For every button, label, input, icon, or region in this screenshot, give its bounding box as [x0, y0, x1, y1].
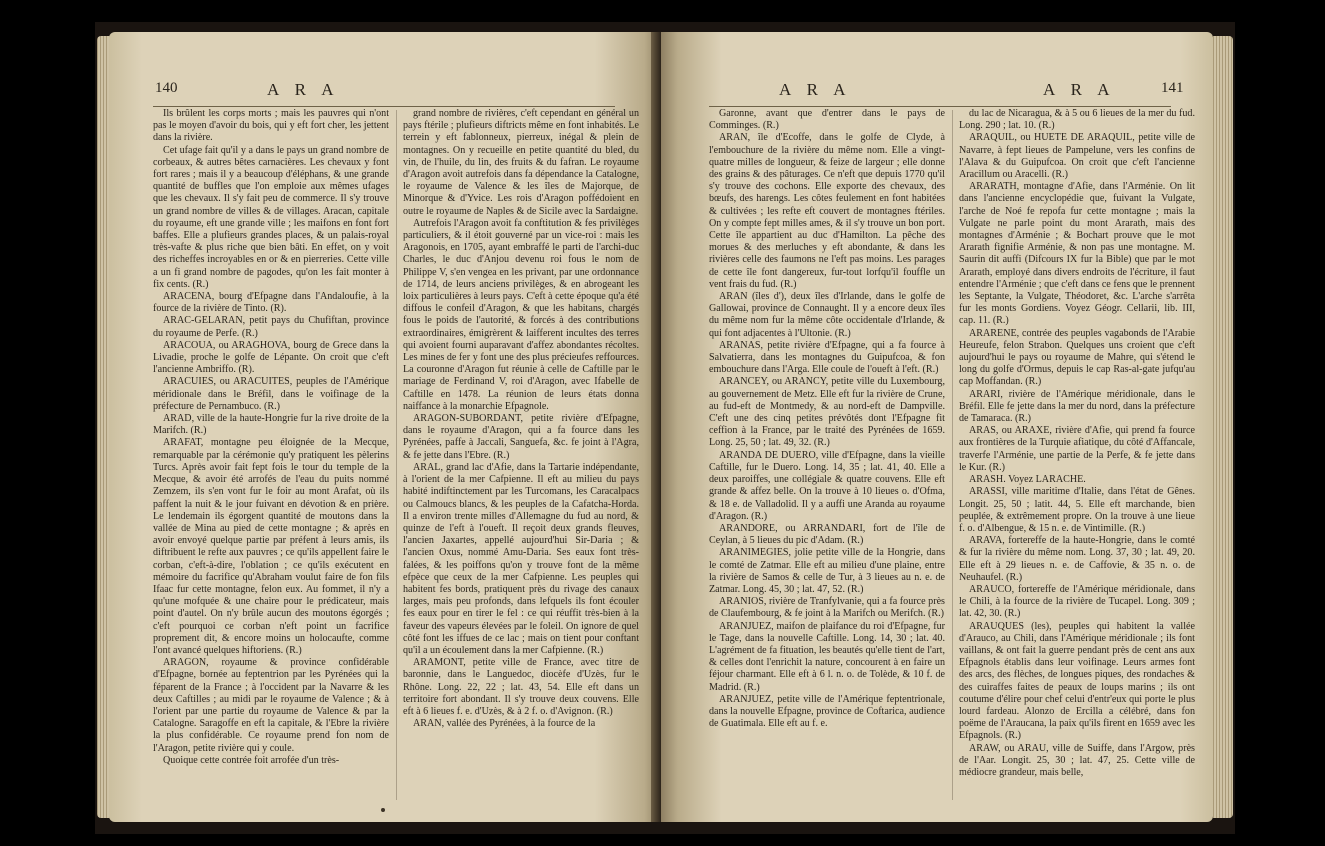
- dictionary-entry: ARANDORE, ou ARRANDARI, fort de l'île de Ceylan, à 5 lieues du pic d'Adam. (R.): [709, 522, 945, 547]
- dictionary-entry: ARANCEY, ou ARANCY, petite ville du Luxembourg, au gouvernement de Metz. Elle eft fur la rivière de Crune, au fud-eft de Montmedy, & au nord-eft de Dampville. C'eft une des cinq petites prévôtés dont l'Efpagne fit ceffion à la France, par le traité des Pyrénées de 1659. Long. 25, 50 ; lat. 49, 32. (R.): [709, 376, 945, 449]
- dictionary-entry: du lac de Nicaragua, & à 5 ou 6 lieues de la mer du fud. Long. 290 ; lat. 10. (R.): [959, 108, 1195, 132]
- dictionary-entry: ARASH. Voyez LARACHE.: [969, 474, 1086, 486]
- dictionary-entry: ARANJUEZ, petite ville de l'Amérique feptentrionale, dans la nouvelle Efpagne, province de Coftarica, audience de Guatimala. Elle eft au f. e.: [709, 693, 945, 730]
- dictionary-entry: Ils brûlent les corps morts ; mais les pauvres qui n'ont pas le moyen d'avoir du bois, qui y eft fort cher, les jettent dans la rivière.: [153, 108, 389, 144]
- dictionary-entry: ARAC-GELARAN, petit pays du Chufiftan, province du royaume de Perfe. (R.): [153, 315, 389, 339]
- column-1: [153, 108, 389, 767]
- dictionary-entry: Autrefois l'Aragon avoit fa conftitution & fes privilèges particuliers, & il étoit gouverné par un vice-roi : mais les Aragonois, en 1705, ayant embraffé le parti de l'archi-duc Charles, le duc d'Anjou devenu roi fous le nom de Philippe V, s'en vengea en les privant, par une ordonnance de 1714, de leurs anciens privilèges, & en abrogeant les loix particulières à leurs pays. C'eft à cette époque qu'a été diffous le confeil d'Aragon, & que les habitans, chargés fous le poids de l'autorité, & forcés à des contributions extraordinaires, émigrèrent & laifferent incultes des terres qui avoient fourni auparavant d'affez abondantes récoltes. Les mines de fer y font une des plus précieufes reffources. La couronne d'Aragon fut réunie à celle de Caftille par le mariage de Ferdinand V, roi d'Aragon, avec Ifabelle de Caftille en 1478. La réunion de leurs états donna naiffance à la monarchie Efpagnole.: [403, 217, 639, 412]
- running-header-2: A R A: [1043, 80, 1116, 99]
- dictionary-entry: Garonne, avant que d'entrer dans le pays de Comminges. (R.): [709, 108, 945, 132]
- header-rule: [709, 106, 1171, 107]
- dictionary-entry: ARANIOS, rivière de Tranfylvanie, qui a fa fource près de Claufembourg, & fe joint à la Marifch ou Merifch. (R.): [709, 596, 945, 620]
- dictionary-entry: ARACUIES, ou ARACUITES, peuples de l'Amérique méridionale dans le Bréfil, dans le voifinage de la préfecture de Pernambuco. (R.): [153, 376, 389, 412]
- dictionary-entry: ARAN (îles d'), deux îles d'Irlande, dans le golfe de Gallowai, province de Connaught. Il y a encore deux îles du même nom fur la même côte occidentale d'Irlande, & qui font adjacentes à l'Ultonie. (R.): [709, 291, 945, 339]
- page-number: 141: [1161, 80, 1184, 96]
- dictionary-entry: ARAN, vallée des Pyrénées, à la fource de la: [413, 718, 596, 730]
- running-header: A R A: [779, 80, 852, 99]
- column-2: [403, 108, 639, 767]
- ink-mark: [381, 808, 385, 812]
- dictionary-entry: ARAL, grand lac d'Afie, dans la Tartarie indépendante, à l'orient de la mer Cafpienne. Il eft au milieu du pays habité indiftinctement par les Turcomans, les Caracalpacs ou Calmoucs blancs, & les peuples de la Cafatcha-Horda. Il a environ trente milles d'Allemagne du fud au nord, & quinze de l'eft à l'oueft. Il reçoit deux grands fleuves, l'ancien Jaxartes, appellé aujourd'hui Sir-Daria ; & l'ancien Oxus, nommé Amu-Daria. Ses eaux font très-falées, & les poiffons qu'on y trouve font de la même efpèce que ceux de la mer Cafpienne. Les peuples qui habitent fes bords, pratiquent près du rivage des canaux larges, mais peu profonds, dans lefquels ils font écouler fes eaux pour en tirer le fel : ce qui réuffit très-bien à la faveur des vapeurs élevées par le foleil. On ignore de quel côté font les iffues de ce lac ; mais on tient pour conftant qu'il a un écoulement dans la mer Cafpienne. (R.): [403, 461, 639, 656]
- dictionary-entry: ARANJUEZ, maifon de plaifance du roi d'Efpagne, fur le Tage, dans la nouvelle Caftille. Long. 14, 30 ; lat. 40. L'agrément de fa fituation, les beautés qu'elle tient de l'art, & celles dont l'enrichit la nature, concourent à en faire un féjour charmant. Elle eft à 6 l. n. o. de Tolède, & 10 f. de Madrid. (R.): [709, 620, 945, 693]
- page-edges-right: [1213, 36, 1233, 818]
- dictionary-entry: Cet ufage fait qu'il y a dans le pays un grand nombre de corbeaux, & autres bêtes carnacières. Les chevaux y font fort rares ; mais il y a beaucoup d'éléphans, & une grande quantité de buffles que l'on emploie aux mêmes ufages que les chevaux. Il s'y fait peu de commerce. Il s'y trouve un grand nombre de villes & de villages. Aracan, capitale du royaume, eft une grande ville ; les maifons en font fort baffes. Elle a plufieurs grandes places, & un palais-royal très-vafte & plus riche que bien bâti. En effet, on y voit des richeffes incroyables en or & en pierreries. Cette ville a un fi grand nombre de pagodes, qu'on les fait monter à fix cents. (R.): [153, 144, 389, 290]
- page-number: 140: [155, 80, 178, 96]
- dictionary-entry: ARAGON-SUBORDANT, petite rivière d'Efpagne, dans le royaume d'Aragon, qui a fa fource dans les Pyrénées, paffe à Jaccali, Sanguefa, &c. fe joint à l'Agra, & fe jette dans l'Ebre. (R.): [403, 413, 639, 461]
- open-book: [95, 22, 1235, 834]
- dictionary-entry: ARAW, ou ARAU, ville de Suiffe, dans l'Argow, près de l'Aar. Longit. 25, 30 ; lat. 47, 25. Cette ville de médiocre grandeur, mais belle,: [959, 742, 1195, 778]
- dictionary-entry: ARANDA DE DUERO, ville d'Efpagne, dans la vieille Caftille, fur le Duero. Long. 14, 35 ; lat. 41, 40. Elle a deux paroiffes, une collégiale & quatre couvens. Elle eft grande & affez belle. On la trouve à 10 lieues o. d'Ofma, & 18 e. de Valladolid. Il y a auffi une Aranda au royaume d'Aragon. (R.): [709, 449, 945, 522]
- dictionary-entry: ARARATH, montagne d'Afie, dans l'Arménie. On lit dans l'ancienne encyclopédie que, fuivant la Vulgate, l'arche de Noé fe repofa fur cette montagne ; mais la Vulgate ne parle point du mont Ararath, mais des montagnes d'Arménie ; & Bochart prouve que le mot Ararath fignifie Arménie, & non pas une montagne. M. Saurin dit auffi (Difcours IX fur la Bible) que par le mot Ararath, employé dans divers endroits de l'écriture, il faut entendre l'Arménie ; que c'eft dans ce fens que le prennent les Septante, la Vulgate, Théodoret, &c. L'arche s'arrêta fur les monts Gordiens. Voyez Géogr. Cellarii, lib. III, cap. 11. (R.): [959, 181, 1195, 327]
- dictionary-entry: Quoique cette contrée foit arrofée d'un très-: [163, 754, 340, 766]
- dictionary-entry: ARAMONT, petite ville de France, avec titre de baronnie, dans le Languedoc, diocèfe d'Uzès, fur le Rhône. Long. 22, 22 ; lat. 43, 54. Elle eft dans un territoire fort abondant. Il s'y trouve deux couvens. Elle eft à 6 lieues f. e. d'Uzès, & à 2 f. o. d'Avignon. (R.): [403, 657, 639, 717]
- dictionary-entry: ARASSI, ville maritime d'Italie, dans l'état de Gênes. Longit. 25, 50 ; latit. 44, 5. Elle eft marchande, bien peuplée, & extrêmement propre. On la trouve à une lieue f. o. d'Albengue, & 15 n. e. de Vintimille. (R.): [959, 486, 1195, 534]
- left-page: [109, 32, 661, 822]
- dictionary-entry: ARARI, rivière de l'Amérique méridionale, dans le Bréfil. Elle fe jette dans la mer du nord, dans la préfecture de Tamaraca. (R.): [959, 388, 1195, 425]
- dictionary-entry: grand nombre de rivières, c'eft cependant en général un pays ftérile ; plufieurs diftricts même en font inhabités. Le terrein y eft fablonneux, pierreux, inégal & plein de montagnes. On y recueille en petite quantité du bled, du vin, de l'huile, du lin, des fruits & du fafran. Le royaume d'Aragon avoit autrefois dans fa dépendance la Catalogne, le royaume de Valence & les îles de Majorque, de Minorque & d'Yvice. Les rois d'Aragon poffédoient en outre le royaume de Naples & de Sicile avec la Sardaigne.: [403, 108, 639, 217]
- dictionary-entry: ARACENA, bourg d'Efpagne dans l'Andaloufie, à la fource de la rivière de Tinto. (R).: [153, 291, 389, 315]
- columns: [153, 108, 639, 767]
- dictionary-entry: ARAGON, royaume & province confidérable d'Efpagne, bornée au feptentrion par les Pyrénées qui la féparent de la France ; à l'occident par la Navarre & les deux Caftilles ; au midi par le royaume de Valence ; & à l'orient par une partie du royaume de Valence & par la Catalogne. Saragoffe en eft la capitale, & l'Ebre la rivière la plus confidérable. Ce royaume prend fon nom de l'Aragon, petite rivière qui y coule.: [153, 657, 389, 754]
- dictionary-entry: ARACOUA, ou ARAGHOVA, bourg de Grece dans la Livadie, proche le golfe de Lépante. On croit que c'eft l'ancienne Ambriffo. (R).: [153, 339, 389, 376]
- dictionary-entry: ARAN, île d'Ecoffe, dans le golfe de Clyde, à l'embouchure de la rivière du même nom. Elle a vingt-quatre milles de longueur, & feize de largeur ; elle donne des grains & des pâturages. Ce n'eft que depuis 1770 qu'il s'y trouve des cochons. Elle exporte des chevaux, des bœufs, des harengs. Les côtes feulement en font habitées & cultivées ; les refte eft couvert de montagnes ftériles. On y compte fept milles ames, & il s'y trouve un bon port. Cette île appartient au duc d'Hamilton. La pêche des morues & des merluches y eft abondante, & dans les rivières celle des faumons ne l'eft pas moins. Les parages de cette île font dangereux, fur-tout lorfqu'il fouffle un vent frais du fud. (R.): [709, 132, 945, 290]
- dictionary-entry: ARAUQUES (les), peuples qui habitent la vallée d'Arauco, au Chili, dans l'Amérique méridionale ; ils font vaillans, & ont fait la guerre pendant près de cent ans aux Efpagnols établis dans leur voifinage. Leurs armes font des arcs, des flèches, de longues piques, des rondaches & des cuiraffes faites de peaux de loups marins ; ils ont coutume d'élire pour chef celui d'entr'eux qui porte le plus lourd fardeau. Alonzo de Ercilla a célébré, dans fon poëme de l'Araucana, la paix qu'ils firent en 1659 avec les Efpagnols. (R.): [959, 620, 1195, 742]
- column-1: [709, 108, 945, 779]
- dictionary-entry: ARAUCO, fortereffe de l'Amérique méridionale, dans le Chili, à la fource de la rivière de Tucapel. Long. 309 ; lat. 42, 30. (R.): [959, 583, 1195, 620]
- dictionary-entry: ARAFAT, montagne peu éloignée de la Mecque, remarquable par la cérémonie qu'y pratiquent les pèlerins Turcs. Après avoir fait fept fois le tour du temple de la Mecque, & avoir été arrofés de l'eau du puits nommé Zemzem, ils s'en vont fur le foir au mont Arafat, où ils paffent la nuit & le jour fuivant en dévotion & en prière. Le lendemain ils égorgent quantité de moutons dans la vallée de Mina au pied de cette montagne ; & après en avoir envoyé quelque partie par préfent à leurs amis, ils diftribuent le refte aux pauvres ; ce qu'ils appellent faire le corban, c'eft-à-dire, l'oblation ; ce qu'ils exécutent en mémoire du facrifice qu'Abraham voulut faire de fon fils Ifaac fur cette montagne, felon eux. Au fommet, il n'y a qu'une mofquée & une chaire pour le prédicateur, mais point d'autel. On n'y brûle aucun des moutons égorgés ; c'eft pourquoi ce corban n'eft point un facrifice proprement dit, & encore moins un holocaufte, comme l'ont avancé quelques hiftoriens. (R.): [153, 437, 389, 656]
- running-header: A R A: [267, 80, 340, 99]
- dictionary-entry: ARAVA, fortereffe de la haute-Hongrie, dans le comté & fur la rivière du même nom. Long. 37, 30 ; lat. 49, 20. Elle eft à 29 lieues n. e. de Caffovie, & 35 n. o. de Neuhaufel. (R.): [959, 535, 1195, 583]
- column-2: [959, 108, 1195, 779]
- header-rule: [153, 106, 615, 107]
- dictionary-entry: ARAD, ville de la haute-Hongrie fur la rive droite de la Marifch. (R.): [153, 413, 389, 437]
- dictionary-entry: ARANAS, petite rivière d'Efpagne, qui a fa fource à Salvatierra, dans les montagnes du Guipufcoa, & fon embouchure dans l'Arga. Elle coule de l'oueft à l'eft. (R.): [709, 339, 945, 376]
- columns: [709, 108, 1195, 779]
- dictionary-entry: ARAQUIL, ou HUETE DE ARAQUIL, petite ville de Navarre, à fept lieues de Pampelune, vers les confins de l'Alava & du Guipufcoa. On croit que c'eft l'ancienne Aracillum ou Aracelli. (R.): [959, 132, 1195, 181]
- dictionary-entry: ARARENE, contrée des peuples vagabonds de l'Arabie Heureufe, felon Strabon. Quelques uns croient que c'eft aujourd'hui le pays ou royaume de Mahre, qui s'étend le long du golfe d'Ormus, depuis le cap Ras-al-gate jufqu'au cap Moffandan. (R.): [959, 327, 1195, 388]
- right-page: [661, 32, 1213, 822]
- dictionary-entry: ARAS, ou ARAXE, rivière d'Afie, qui prend fa fource aux frontières de la Turquie afiatique, du côté d'Affancale, traverfe l'Arménie, une partie de la Perfe, & fe jette dans le Kur. (R.): [959, 425, 1195, 473]
- dictionary-entry: ARANIMEGIES, jolie petite ville de la Hongrie, dans le comté de Zatmar. Elle eft au milieu d'une plaine, entre la rivière de Samos & celle de Tur, à 3 lieues au n. e. de Zatmar. Long. 45, 30 ; lat. 47, 52. (R.): [709, 547, 945, 595]
